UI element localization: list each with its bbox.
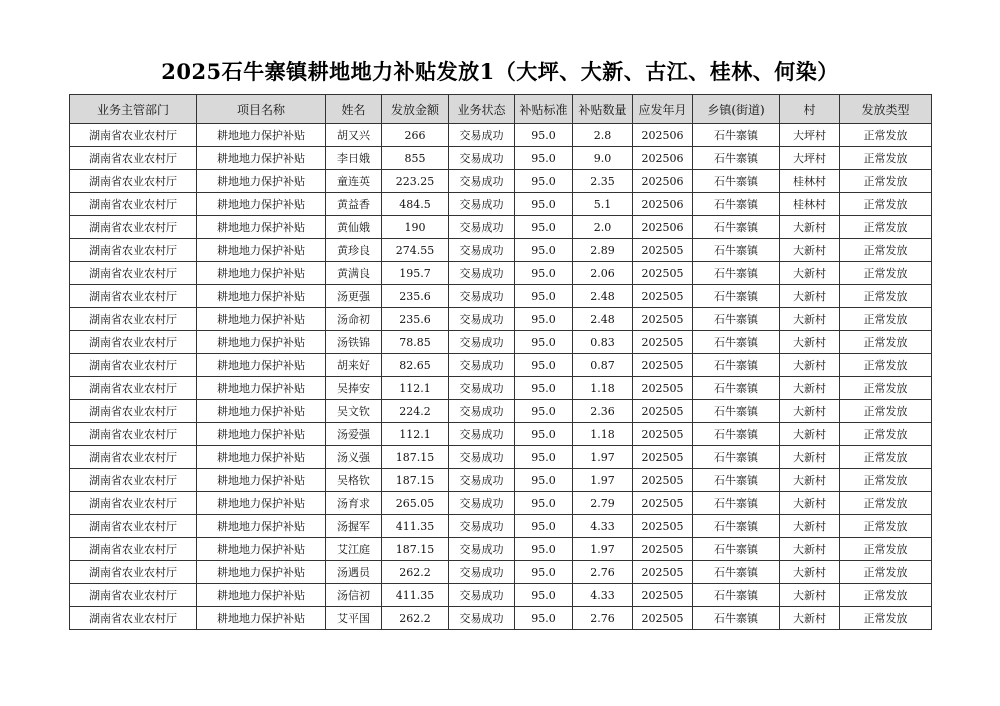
table-row: [70, 354, 932, 377]
cell-payment-type: 正常发放: [840, 423, 932, 446]
cell-project-name: 耕地地力保护补贴: [197, 469, 326, 492]
header-status: 业务状态: [449, 95, 515, 124]
cell-amount: 274.55: [382, 239, 449, 262]
cell-quantity: 2.48: [573, 285, 633, 308]
cell-village: 大新村: [780, 377, 840, 400]
cell-quantity: 1.18: [573, 377, 633, 400]
cell-standard: 95.0: [515, 607, 573, 630]
page-title: 2025石牛寨镇耕地地力补贴发放1（大坪、大新、古江、桂林、何染）: [161, 59, 839, 84]
cell-payment-type: 正常发放: [840, 193, 932, 216]
cell-township: 石牛寨镇: [693, 331, 780, 354]
cell-quantity: 2.48: [573, 308, 633, 331]
cell-department: 湖南省农业农村厅: [70, 561, 197, 584]
cell-quantity: 0.87: [573, 354, 633, 377]
cell-payment-type: 正常发放: [840, 262, 932, 285]
cell-payment-type: 正常发放: [840, 515, 932, 538]
cell-project-name: 耕地地力保护补贴: [197, 170, 326, 193]
cell-month: 202506: [633, 216, 693, 239]
cell-amount: 112.1: [382, 423, 449, 446]
cell-department: 湖南省农业农村厅: [70, 331, 197, 354]
cell-status: 交易成功: [449, 308, 515, 331]
cell-quantity: 2.06: [573, 262, 633, 285]
cell-month: 202505: [633, 239, 693, 262]
cell-month: 202505: [633, 377, 693, 400]
cell-amount: 187.15: [382, 538, 449, 561]
cell-month: 202505: [633, 354, 693, 377]
cell-payment-type: 正常发放: [840, 354, 932, 377]
cell-month: 202505: [633, 308, 693, 331]
cell-name: 艾平国: [326, 607, 382, 630]
cell-quantity: 2.0: [573, 216, 633, 239]
cell-amount: 82.65: [382, 354, 449, 377]
cell-township: 石牛寨镇: [693, 170, 780, 193]
cell-status: 交易成功: [449, 515, 515, 538]
cell-payment-type: 正常发放: [840, 607, 932, 630]
cell-month: 202506: [633, 170, 693, 193]
cell-name: 胡来好: [326, 354, 382, 377]
table-row: [70, 377, 932, 400]
cell-status: 交易成功: [449, 538, 515, 561]
cell-township: 石牛寨镇: [693, 561, 780, 584]
cell-standard: 95.0: [515, 331, 573, 354]
cell-department: 湖南省农业农村厅: [70, 515, 197, 538]
cell-amount: 187.15: [382, 469, 449, 492]
cell-standard: 95.0: [515, 262, 573, 285]
cell-township: 石牛寨镇: [693, 446, 780, 469]
cell-department: 湖南省农业农村厅: [70, 607, 197, 630]
cell-month: 202505: [633, 607, 693, 630]
cell-department: 湖南省农业农村厅: [70, 446, 197, 469]
table-row: [70, 492, 932, 515]
cell-project-name: 耕地地力保护补贴: [197, 607, 326, 630]
cell-amount: 411.35: [382, 584, 449, 607]
cell-quantity: 2.79: [573, 492, 633, 515]
cell-status: 交易成功: [449, 423, 515, 446]
cell-township: 石牛寨镇: [693, 423, 780, 446]
cell-quantity: 2.35: [573, 170, 633, 193]
cell-amount: 224.2: [382, 400, 449, 423]
cell-village: 大新村: [780, 331, 840, 354]
cell-village: 大新村: [780, 607, 840, 630]
cell-payment-type: 正常发放: [840, 147, 932, 170]
cell-name: 汤爱强: [326, 423, 382, 446]
table-row: [70, 239, 932, 262]
cell-department: 湖南省农业农村厅: [70, 492, 197, 515]
cell-name: 黄仙娥: [326, 216, 382, 239]
cell-month: 202505: [633, 285, 693, 308]
cell-village: 大新村: [780, 446, 840, 469]
cell-payment-type: 正常发放: [840, 561, 932, 584]
cell-name: 艾江庭: [326, 538, 382, 561]
cell-village: 大新村: [780, 308, 840, 331]
header-row: [70, 95, 932, 124]
cell-project-name: 耕地地力保护补贴: [197, 124, 326, 147]
table-row: [70, 469, 932, 492]
cell-project-name: 耕地地力保护补贴: [197, 492, 326, 515]
header-payment-type: 发放类型: [840, 95, 932, 124]
cell-payment-type: 正常发放: [840, 331, 932, 354]
cell-village: 大新村: [780, 515, 840, 538]
cell-name: 童连英: [326, 170, 382, 193]
table-row: [70, 331, 932, 354]
cell-month: 202506: [633, 124, 693, 147]
cell-name: 吴格钦: [326, 469, 382, 492]
cell-project-name: 耕地地力保护补贴: [197, 331, 326, 354]
cell-department: 湖南省农业农村厅: [70, 285, 197, 308]
cell-village: 桂林村: [780, 193, 840, 216]
cell-standard: 95.0: [515, 193, 573, 216]
cell-status: 交易成功: [449, 561, 515, 584]
cell-name: 汤遇员: [326, 561, 382, 584]
cell-project-name: 耕地地力保护补贴: [197, 193, 326, 216]
cell-township: 石牛寨镇: [693, 216, 780, 239]
cell-status: 交易成功: [449, 377, 515, 400]
table-row: [70, 607, 932, 630]
cell-village: 大新村: [780, 538, 840, 561]
cell-name: 黄满良: [326, 262, 382, 285]
cell-status: 交易成功: [449, 170, 515, 193]
cell-standard: 95.0: [515, 216, 573, 239]
cell-project-name: 耕地地力保护补贴: [197, 354, 326, 377]
cell-department: 湖南省农业农村厅: [70, 124, 197, 147]
cell-township: 石牛寨镇: [693, 607, 780, 630]
cell-month: 202505: [633, 515, 693, 538]
table-row: [70, 515, 932, 538]
cell-amount: 262.2: [382, 607, 449, 630]
cell-status: 交易成功: [449, 193, 515, 216]
cell-payment-type: 正常发放: [840, 469, 932, 492]
cell-payment-type: 正常发放: [840, 584, 932, 607]
cell-quantity: 2.76: [573, 561, 633, 584]
header-project-name: 项目名称: [197, 95, 326, 124]
cell-payment-type: 正常发放: [840, 170, 932, 193]
cell-amount: 235.6: [382, 285, 449, 308]
cell-amount: 262.2: [382, 561, 449, 584]
cell-quantity: 1.97: [573, 446, 633, 469]
cell-name: 黄益香: [326, 193, 382, 216]
cell-standard: 95.0: [515, 308, 573, 331]
cell-month: 202505: [633, 400, 693, 423]
cell-standard: 95.0: [515, 423, 573, 446]
cell-department: 湖南省农业农村厅: [70, 262, 197, 285]
cell-amount: 266: [382, 124, 449, 147]
cell-standard: 95.0: [515, 400, 573, 423]
cell-village: 大坪村: [780, 124, 840, 147]
cell-village: 大新村: [780, 561, 840, 584]
header-village: 村: [780, 95, 840, 124]
cell-amount: 235.6: [382, 308, 449, 331]
cell-amount: 855: [382, 147, 449, 170]
cell-name: 汤更强: [326, 285, 382, 308]
cell-project-name: 耕地地力保护补贴: [197, 538, 326, 561]
cell-project-name: 耕地地力保护补贴: [197, 400, 326, 423]
cell-name: 汤信初: [326, 584, 382, 607]
cell-amount: 484.5: [382, 193, 449, 216]
cell-project-name: 耕地地力保护补贴: [197, 262, 326, 285]
cell-village: 大新村: [780, 216, 840, 239]
cell-quantity: 0.83: [573, 331, 633, 354]
cell-amount: 265.05: [382, 492, 449, 515]
cell-month: 202505: [633, 331, 693, 354]
cell-status: 交易成功: [449, 216, 515, 239]
cell-township: 石牛寨镇: [693, 354, 780, 377]
cell-village: 桂林村: [780, 170, 840, 193]
cell-standard: 95.0: [515, 377, 573, 400]
cell-status: 交易成功: [449, 331, 515, 354]
cell-status: 交易成功: [449, 124, 515, 147]
cell-amount: 187.15: [382, 446, 449, 469]
cell-village: 大新村: [780, 423, 840, 446]
cell-month: 202505: [633, 492, 693, 515]
cell-standard: 95.0: [515, 147, 573, 170]
cell-township: 石牛寨镇: [693, 262, 780, 285]
cell-status: 交易成功: [449, 354, 515, 377]
table-row: [70, 193, 932, 216]
header-township: 乡镇(街道): [693, 95, 780, 124]
cell-payment-type: 正常发放: [840, 400, 932, 423]
header-standard: 补贴标准: [515, 95, 573, 124]
cell-status: 交易成功: [449, 469, 515, 492]
cell-department: 湖南省农业农村厅: [70, 377, 197, 400]
cell-payment-type: 正常发放: [840, 538, 932, 561]
cell-quantity: 4.33: [573, 584, 633, 607]
cell-department: 湖南省农业农村厅: [70, 584, 197, 607]
cell-department: 湖南省农业农村厅: [70, 193, 197, 216]
cell-department: 湖南省农业农村厅: [70, 239, 197, 262]
cell-month: 202505: [633, 469, 693, 492]
cell-project-name: 耕地地力保护补贴: [197, 147, 326, 170]
cell-amount: 112.1: [382, 377, 449, 400]
cell-name: 汤义强: [326, 446, 382, 469]
cell-township: 石牛寨镇: [693, 239, 780, 262]
cell-month: 202505: [633, 561, 693, 584]
cell-name: 黄珍良: [326, 239, 382, 262]
table-row: [70, 400, 932, 423]
cell-village: 大新村: [780, 469, 840, 492]
table-row: [70, 216, 932, 239]
cell-amount: 195.7: [382, 262, 449, 285]
cell-status: 交易成功: [449, 492, 515, 515]
cell-name: 李日娥: [326, 147, 382, 170]
cell-payment-type: 正常发放: [840, 492, 932, 515]
cell-quantity: 1.18: [573, 423, 633, 446]
cell-standard: 95.0: [515, 285, 573, 308]
cell-status: 交易成功: [449, 285, 515, 308]
cell-village: 大新村: [780, 400, 840, 423]
cell-township: 石牛寨镇: [693, 584, 780, 607]
cell-village: 大新村: [780, 239, 840, 262]
cell-village: 大坪村: [780, 147, 840, 170]
cell-payment-type: 正常发放: [840, 308, 932, 331]
cell-department: 湖南省农业农村厅: [70, 469, 197, 492]
table-row: [70, 308, 932, 331]
cell-name: 汤铁锦: [326, 331, 382, 354]
cell-payment-type: 正常发放: [840, 377, 932, 400]
cell-department: 湖南省农业农村厅: [70, 147, 197, 170]
header-name: 姓名: [326, 95, 382, 124]
cell-village: 大新村: [780, 285, 840, 308]
cell-name: 汤命初: [326, 308, 382, 331]
table-row: [70, 584, 932, 607]
header-department: 业务主管部门: [70, 95, 197, 124]
cell-month: 202505: [633, 538, 693, 561]
cell-quantity: 4.33: [573, 515, 633, 538]
cell-quantity: 1.97: [573, 469, 633, 492]
header-month: 应发年月: [633, 95, 693, 124]
cell-village: 大新村: [780, 584, 840, 607]
cell-department: 湖南省农业农村厅: [70, 216, 197, 239]
cell-project-name: 耕地地力保护补贴: [197, 584, 326, 607]
cell-payment-type: 正常发放: [840, 446, 932, 469]
cell-township: 石牛寨镇: [693, 515, 780, 538]
cell-month: 202506: [633, 193, 693, 216]
cell-amount: 78.85: [382, 331, 449, 354]
cell-quantity: 2.76: [573, 607, 633, 630]
header-quantity: 补贴数量: [573, 95, 633, 124]
cell-quantity: 9.0: [573, 147, 633, 170]
cell-township: 石牛寨镇: [693, 285, 780, 308]
cell-department: 湖南省农业农村厅: [70, 423, 197, 446]
cell-township: 石牛寨镇: [693, 469, 780, 492]
cell-status: 交易成功: [449, 446, 515, 469]
cell-project-name: 耕地地力保护补贴: [197, 308, 326, 331]
cell-project-name: 耕地地力保护补贴: [197, 285, 326, 308]
cell-village: 大新村: [780, 492, 840, 515]
table-row: [70, 262, 932, 285]
table-row: [70, 147, 932, 170]
cell-standard: 95.0: [515, 124, 573, 147]
table-row: [70, 285, 932, 308]
cell-standard: 95.0: [515, 170, 573, 193]
cell-name: 胡又兴: [326, 124, 382, 147]
cell-township: 石牛寨镇: [693, 124, 780, 147]
table-row: [70, 446, 932, 469]
table-row: [70, 170, 932, 193]
table-header: [70, 95, 932, 124]
cell-name: 汤握军: [326, 515, 382, 538]
cell-amount: 411.35: [382, 515, 449, 538]
cell-township: 石牛寨镇: [693, 147, 780, 170]
cell-standard: 95.0: [515, 584, 573, 607]
cell-standard: 95.0: [515, 354, 573, 377]
cell-month: 202505: [633, 446, 693, 469]
cell-standard: 95.0: [515, 469, 573, 492]
table-row: [70, 561, 932, 584]
cell-month: 202506: [633, 147, 693, 170]
cell-standard: 95.0: [515, 446, 573, 469]
table-row: [70, 423, 932, 446]
cell-status: 交易成功: [449, 400, 515, 423]
cell-township: 石牛寨镇: [693, 193, 780, 216]
header-amount: 发放金额: [382, 95, 449, 124]
cell-township: 石牛寨镇: [693, 400, 780, 423]
cell-standard: 95.0: [515, 492, 573, 515]
cell-payment-type: 正常发放: [840, 239, 932, 262]
cell-department: 湖南省农业农村厅: [70, 400, 197, 423]
cell-standard: 95.0: [515, 515, 573, 538]
cell-month: 202505: [633, 262, 693, 285]
cell-quantity: 1.97: [573, 538, 633, 561]
cell-department: 湖南省农业农村厅: [70, 308, 197, 331]
cell-name: 汤育求: [326, 492, 382, 515]
cell-project-name: 耕地地力保护补贴: [197, 377, 326, 400]
cell-project-name: 耕地地力保护补贴: [197, 561, 326, 584]
cell-amount: 223.25: [382, 170, 449, 193]
cell-payment-type: 正常发放: [840, 285, 932, 308]
cell-township: 石牛寨镇: [693, 377, 780, 400]
cell-village: 大新村: [780, 262, 840, 285]
cell-department: 湖南省农业农村厅: [70, 354, 197, 377]
cell-quantity: 2.8: [573, 124, 633, 147]
cell-project-name: 耕地地力保护补贴: [197, 515, 326, 538]
subsidy-table: [69, 94, 932, 630]
cell-month: 202505: [633, 423, 693, 446]
cell-standard: 95.0: [515, 239, 573, 262]
cell-status: 交易成功: [449, 239, 515, 262]
cell-standard: 95.0: [515, 561, 573, 584]
cell-status: 交易成功: [449, 607, 515, 630]
cell-project-name: 耕地地力保护补贴: [197, 216, 326, 239]
cell-township: 石牛寨镇: [693, 538, 780, 561]
cell-name: 吴文钦: [326, 400, 382, 423]
cell-project-name: 耕地地力保护补贴: [197, 239, 326, 262]
cell-name: 吴捧安: [326, 377, 382, 400]
cell-quantity: 2.36: [573, 400, 633, 423]
cell-quantity: 2.89: [573, 239, 633, 262]
cell-status: 交易成功: [449, 584, 515, 607]
cell-amount: 190: [382, 216, 449, 239]
cell-quantity: 5.1: [573, 193, 633, 216]
cell-project-name: 耕地地力保护补贴: [197, 423, 326, 446]
cell-status: 交易成功: [449, 147, 515, 170]
cell-township: 石牛寨镇: [693, 308, 780, 331]
cell-village: 大新村: [780, 354, 840, 377]
cell-project-name: 耕地地力保护补贴: [197, 446, 326, 469]
table-row: [70, 124, 932, 147]
cell-department: 湖南省农业农村厅: [70, 538, 197, 561]
cell-payment-type: 正常发放: [840, 124, 932, 147]
cell-standard: 95.0: [515, 538, 573, 561]
cell-department: 湖南省农业农村厅: [70, 170, 197, 193]
table-row: [70, 538, 932, 561]
cell-status: 交易成功: [449, 262, 515, 285]
cell-township: 石牛寨镇: [693, 492, 780, 515]
cell-payment-type: 正常发放: [840, 216, 932, 239]
cell-month: 202505: [633, 584, 693, 607]
table-body: [70, 124, 932, 630]
